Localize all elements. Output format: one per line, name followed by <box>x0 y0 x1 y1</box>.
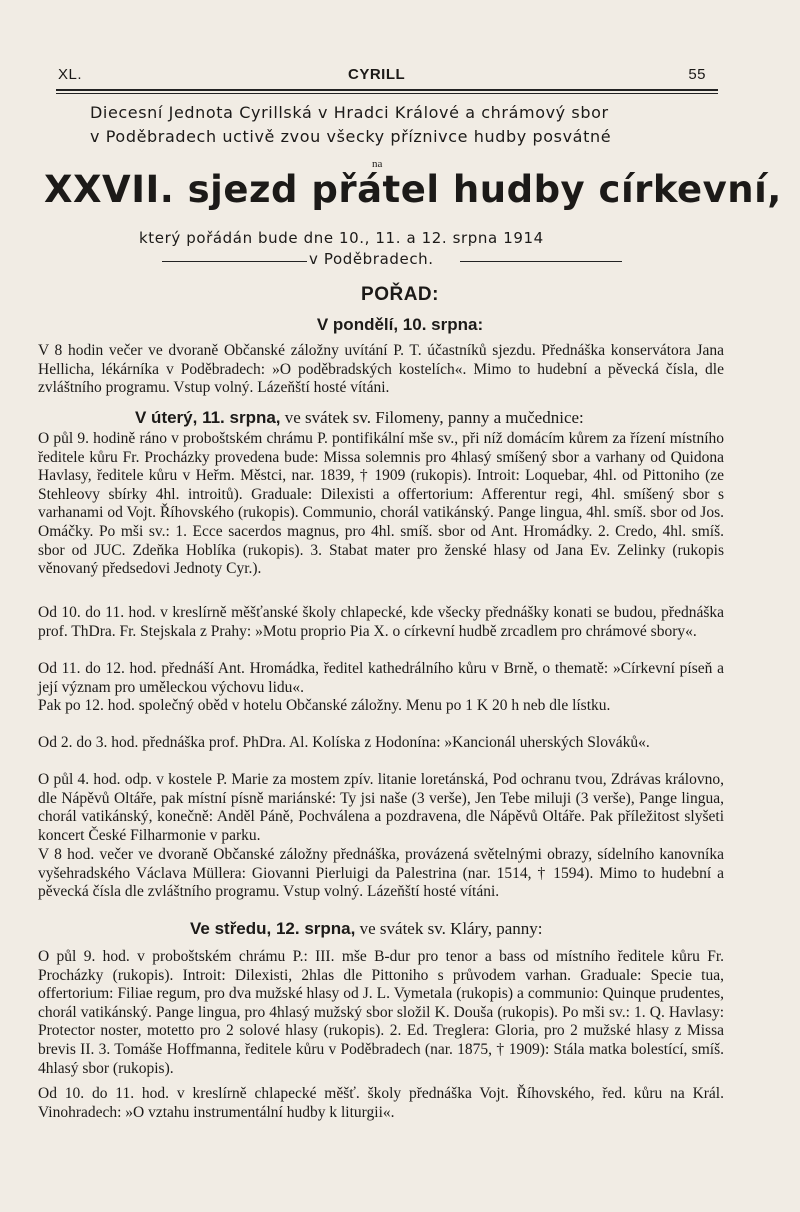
day-heading-rest: ve svátek sv. Kláry, panny: <box>355 919 543 938</box>
program-entry: Od 10. do 11. hod. v kreslírně chlapecké měšť. školy přednáška Vojt. Říhovského, řed. kůru na Král. Vinohradech: »O vztahu instrumentální hudby k liturgii«. <box>38 1085 724 1121</box>
header-rule <box>56 89 718 94</box>
intro-line-2: v Poděbradech uctivě zvou všecky příznivce hudby posvátné <box>90 127 612 146</box>
program-entry: V 8 hodin večer ve dvoraně Občanské záložny uvítání P. T. účastníků sjezdu. Přednáška konservátora Jana Hellicha, lékárníka v Poděbradech: »O poděbradských kostelích«. Mimo to hudební a pěvecká čísla, dle zvláštního programu. Vstup volný. Lázeňští hosté vítáni. <box>38 342 724 397</box>
day-heading-bold: Ve středu, 12. srpna, <box>190 919 356 938</box>
day-heading-rest: ve svátek sv. Filomeny, panny a mučednice: <box>280 408 584 427</box>
day-heading-monday <box>0 315 800 335</box>
volume-number: XL. <box>58 66 83 83</box>
program-entry: Od 2. do 3. hod. přednáška prof. PhDra. Al. Kolíska z Hodonína: »Kancionál uherských Slováků«. <box>38 734 650 751</box>
day-heading-tuesday <box>135 408 584 428</box>
day-heading-bold: V pondělí, 10. srpna: <box>316 315 484 334</box>
intro-na: na <box>372 158 383 170</box>
program-entry: Od 11. do 12. hod. přednáší Ant. Hromádka, ředitel kathedrálního kůru v Brně, o thematě: »Církevní píseň a její význam pro uměleckou výchovu lidu«. <box>38 660 724 696</box>
divider-right <box>460 261 622 262</box>
page-number: 55 <box>688 66 706 83</box>
program-entry: O půl 9. hodině ráno v proboštském chrámu P. pontifikální mše sv., při níž domácím kůrem za řízení místního ředitele kůru Fr. Procházky provedena bude: Missa solemnis pro 4hlasý smíšený sbor a varhany od Quidona Havlasy, ředitele kůru v Heřm. Městci, nar. 1839, † 1909 (rukopis). Introit: Loquebar, 4hl. od Pittoniho (ze Stehleovy sbírky 4hl. introitů). Graduale: Dilexisti a offertorium: Afferentur regi, 4hl. smíšený sbor s varhanami od Vojt. Říhovského (rukopis). Communio, chorál vatikánský. Pange lingua, 4hl. smíš. sbor od Jos. Omáčky. Po mši sv.: 1. Ecce sacerdos magnus, pro 4hl. smíš. sbor od Ant. Hromádky. 2. Credo, 4hl. smíš. sbor od JUC. Zdeňka Hoblíka (rukopis). 3. Stabat mater pro ženské hlasy od Jana Ev. Zelinky (rukopis věnovaný předsedovi Jednoty Cyr.). <box>38 430 724 578</box>
program-heading: POŘAD: <box>361 284 439 305</box>
page-subtitle: který pořádán bude dne 10., 11. a 12. srpna 1914 <box>139 229 544 247</box>
program-entry: O půl 9. hod. v proboštském chrámu P.: III. mše B-dur pro tenor a bass od místního ředitele kůru Fr. Procházky (rukopis). Introit: Dilexisti, 2hlas dle Pittoniho s průvodem varhan. Graduale: Specie tua, offertorium: Filiae regum, pro dva mužské hlasy od J. L. Vymetala (rukopis) a communio: Quinque prudentes, chorál vatikánský. Pange lingua, pro 4hlasý mužský sbor složil K. Douša (rukopis). Po mši sv.: 1. Q. Havlasy: Protector noster, motetto pro 2 solové hlasy (rukopis). 2. Ed. Treglera: Gloria, pro 2 mužské hlasy z Missa brevis II. 3. Tomáše Hoffmanna, ředitele kůru v Poděbradech (nar. 1875, † 1909): Stála matka bolestící, smíš. 4hlasý sbor (rukopis). <box>38 948 724 1077</box>
program-entry: V 8 hod. večer ve dvoraně Občanské záložny přednáška, provázená světelnými obrazy, sídelního kanovníka vyšehradského Václava Müllera: Giovanni Pierluigi da Palestrina (nar. 1514, † 1594). Mimo to hudební a pěvecká čísla dle zvláštního programu. Vstup volný. Lázeňští hosté vítáni. <box>38 846 724 901</box>
program-entry: Od 10. do 11. hod. v kreslírně měšťanské školy chlapecké, kde všecky přednášky konati se budou, přednáška prof. ThDra. Fr. Stejskala z Prahy: »Motu proprio Pia X. o církevní hudbě zrcadlem pro chrámové sbory«. <box>38 604 724 640</box>
day-heading-bold: V úterý, 11. srpna, <box>135 408 281 427</box>
program-entry: O půl 4. hod. odp. v kostele P. Marie za mostem zpív. litanie loretánská, Pod ochranu tvou, Zdrávas královno, dle Nápěvů Oltáře, pak místní písně mariánské: Ty jsi naše (3 verše), Jen Tebe miluji (3 verše), Pange lingua, chorál vatikánský, konečně: Anděl Páně, Pochválena a pozdravena, dle Nápěvů Oltáře. Pak příležitost slyšeti koncert České Filharmonie v parku. <box>38 771 724 844</box>
running-head <box>58 66 706 88</box>
intro-line-1: Diecesní Jednota Cyrillská v Hradci Králové a chrámový sbor <box>90 103 609 122</box>
divider-left <box>162 261 307 262</box>
place-label: v Poděbradech. <box>309 250 434 268</box>
day-heading-wednesday <box>190 919 542 939</box>
page-title: XXVII. sjezd přátel hudby církevní, <box>44 168 782 211</box>
program-entry: Pak po 12. hod. společný oběd v hotelu Občanské záložny. Menu po 1 K 20 h neb dle lístku. <box>38 697 611 714</box>
place-row <box>162 250 622 270</box>
journal-name: CYRILL <box>348 66 406 83</box>
